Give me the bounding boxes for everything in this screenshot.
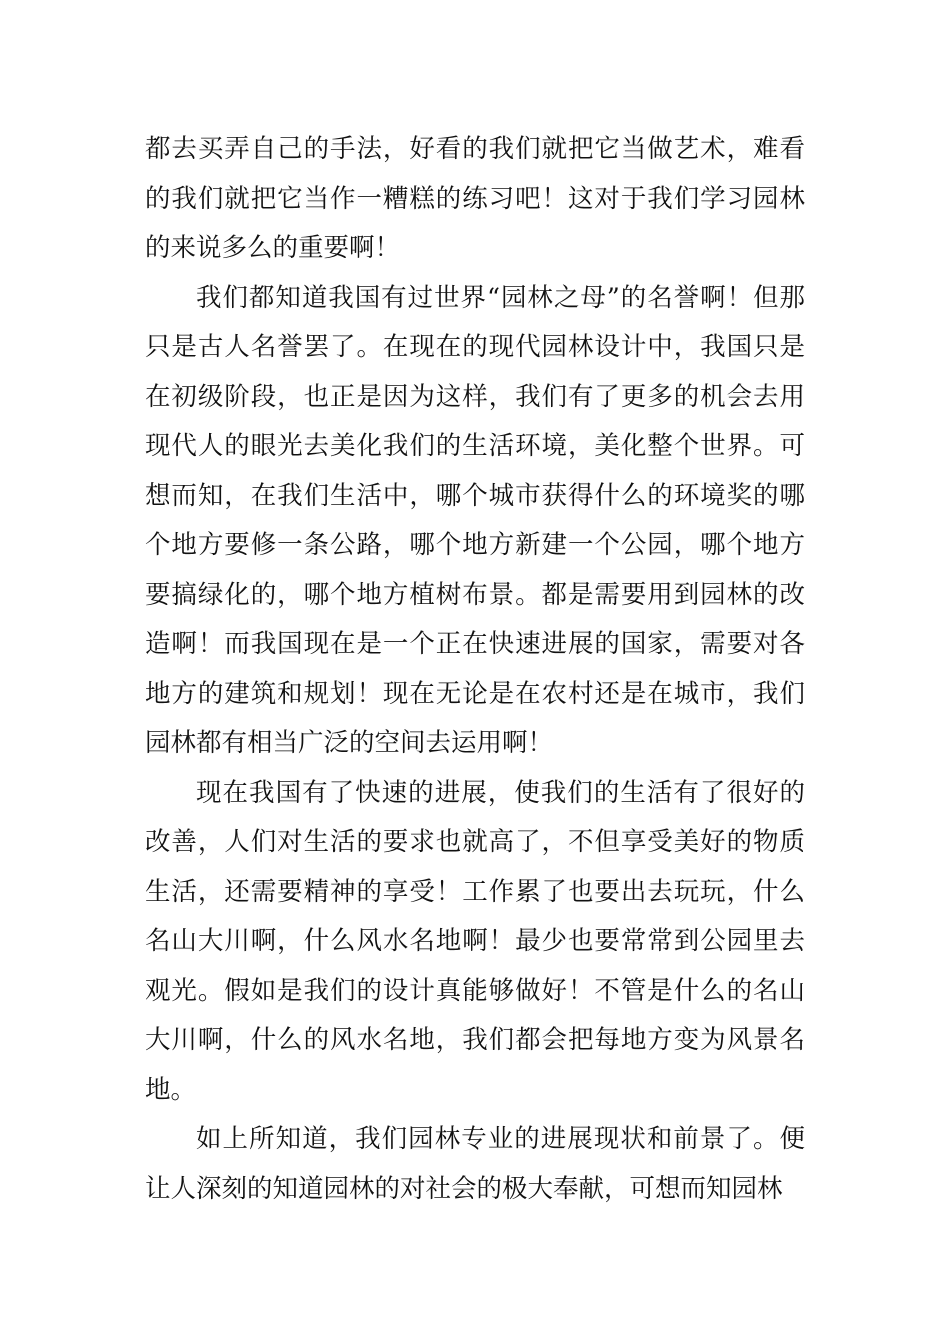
paragraph-2: 我们都知道我国有过世界“园林之母”的名誉啊！但那只是古人名誉罢了。在现在的现代园林设计中，我国只是在初级阶段，也正是因为这样，我们有了更多的机会去用现代人的眼光去美化我们的生活环境，美化整个世界。可想而知，在我们生活中，哪个城市获得什么的环境奖的哪个地方要修一条公路，哪个地方新建一个公园，哪个地方要搞绿化的，哪个地方植树布景。都是需要用到园林的改造啊！而我国现在是一个正在快速进展的国家，需要对各地方的建筑和规划！现在无论是在农村还是在城市，我们园林都有相当广泛的空间去运用啊！ xyxy=(145,282,805,758)
paragraph-4: 如上所知道，我们园林专业的进展现状和前景了。便让人深刻的知道园林的对社会的极大奉献，可想而知园林 xyxy=(145,1124,805,1204)
paragraph-3: 现在我国有了快速的进展，使我们的生活有了很好的改善，人们对生活的要求也就高了，不但享受美好的物质生活，还需要精神的享受！工作累了也要出去玩玩，什么名山大川啊，什么风水名地啊！最少也要常常到公园里去观光。假如是我们的设计真能够做好！不管是什么的名山大川啊，什么的风水名地，我们都会把每地方变为风景名地。 xyxy=(145,777,805,1105)
document-page xyxy=(145,125,805,1214)
paragraph-1: 都去买弄自己的手法，好看的我们就把它当做艺术，难看的我们就把它当作一糟糕的练习吧！这对于我们学习园林的来说多么的重要啊！ xyxy=(145,134,805,263)
